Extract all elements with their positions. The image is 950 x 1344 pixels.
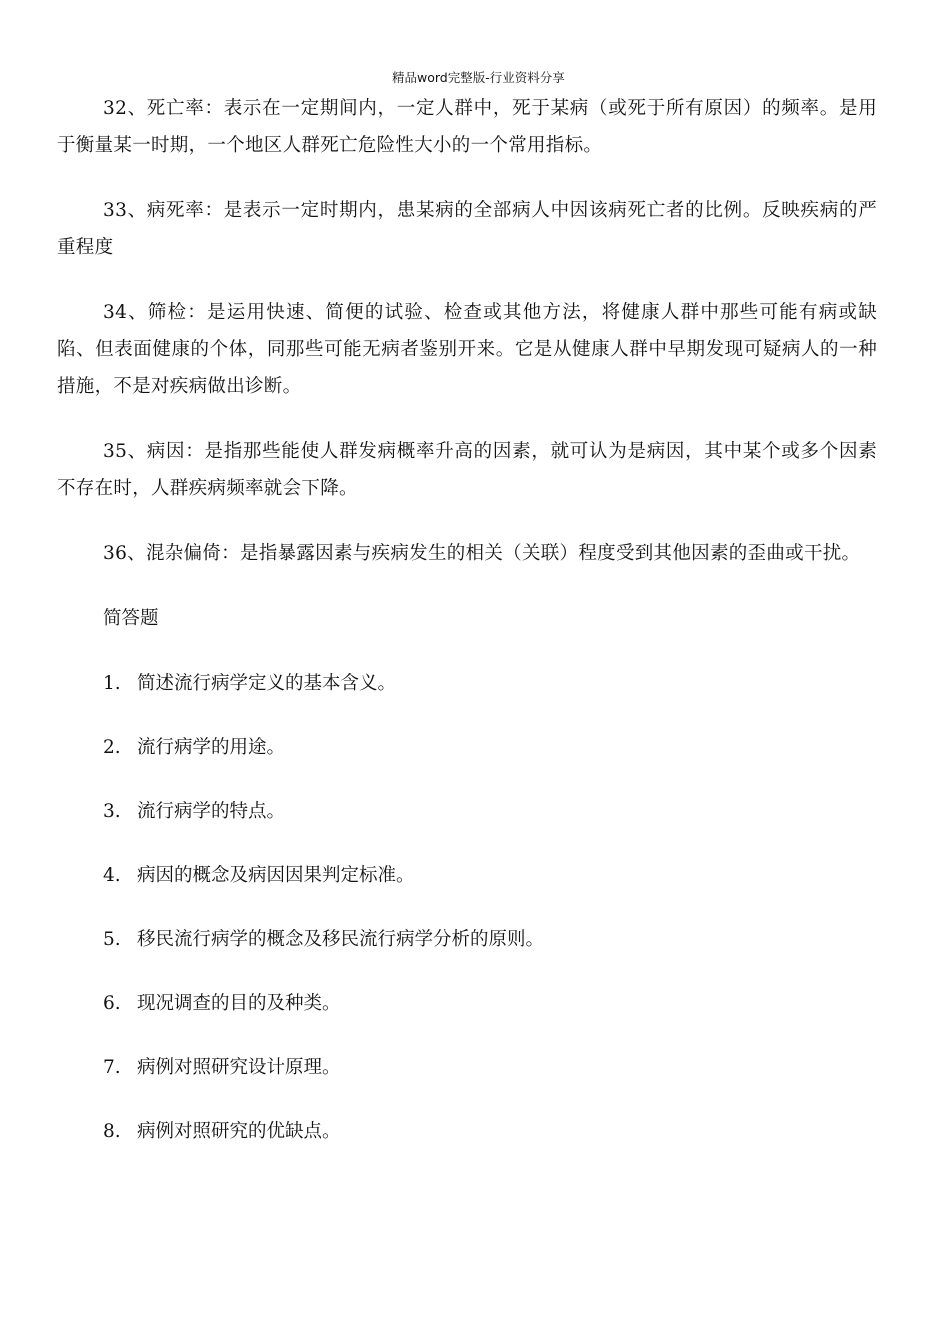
definition-33: 33、病死率：是表示一定时期内，患某病的全部病人中因该病死亡者的比例。反映疾病的严重程度 <box>57 200 877 258</box>
section-title-short-answer: 简答题 <box>103 608 159 629</box>
question-number: 2. <box>103 737 121 758</box>
question-text: 病例对照研究设计原理。 <box>137 1057 341 1078</box>
question-number: 3. <box>103 801 121 822</box>
question-item <box>103 1049 877 1086</box>
question-item <box>103 857 877 894</box>
question-item <box>103 1113 877 1150</box>
question-text: 简述流行病学定义的基本含义。 <box>137 673 397 694</box>
question-text: 现况调查的目的及种类。 <box>137 993 341 1014</box>
question-text: 病例对照研究的优缺点。 <box>137 1121 341 1142</box>
question-number: 8. <box>103 1121 121 1142</box>
question-number: 6. <box>103 993 121 1014</box>
question-number: 1. <box>103 673 121 694</box>
question-text: 流行病学的用途。 <box>137 737 286 758</box>
definition-36: 36、混杂偏倚：是指暴露因素与疾病发生的相关（关联）程度受到其他因素的歪曲或干扰。 <box>103 543 861 564</box>
definition-35: 35、病因：是指那些能使人群发病概率升高的因素，就可认为是病因，其中某个或多个因素不存在时，人群疾病频率就会下降。 <box>57 441 877 499</box>
definition-34: 34、筛检：是运用快速、简便的试验、检查或其他方法，将健康人群中那些可能有病或缺陷、但表面健康的个体，同那些可能无病者鉴别开来。它是从健康人群中早期发现可疑病人的一种措施，不是对疾病做出诊断。 <box>57 302 877 397</box>
question-text: 流行病学的特点。 <box>137 801 286 822</box>
definition-32: 32、死亡率：表示在一定期间内，一定人群中，死于某病（或死于所有原因）的频率。是用于衡量某一时期，一个地区人群死亡危险性大小的一个常用指标。 <box>57 98 877 156</box>
question-number: 5. <box>103 929 121 950</box>
question-text: 移民流行病学的概念及移民流行病学分析的原则。 <box>137 929 545 950</box>
question-number: 4. <box>103 865 121 886</box>
question-item <box>103 665 877 702</box>
question-number: 7. <box>103 1057 121 1078</box>
question-list <box>57 665 877 1150</box>
question-item <box>103 921 877 958</box>
question-item <box>103 793 877 830</box>
document-body <box>57 90 877 1177</box>
header-watermark: 精品word完整版-行业资料分享 <box>392 70 565 85</box>
question-item <box>103 729 877 766</box>
question-text: 病因的概念及病因因果判定标准。 <box>137 865 415 886</box>
question-item <box>103 985 877 1022</box>
